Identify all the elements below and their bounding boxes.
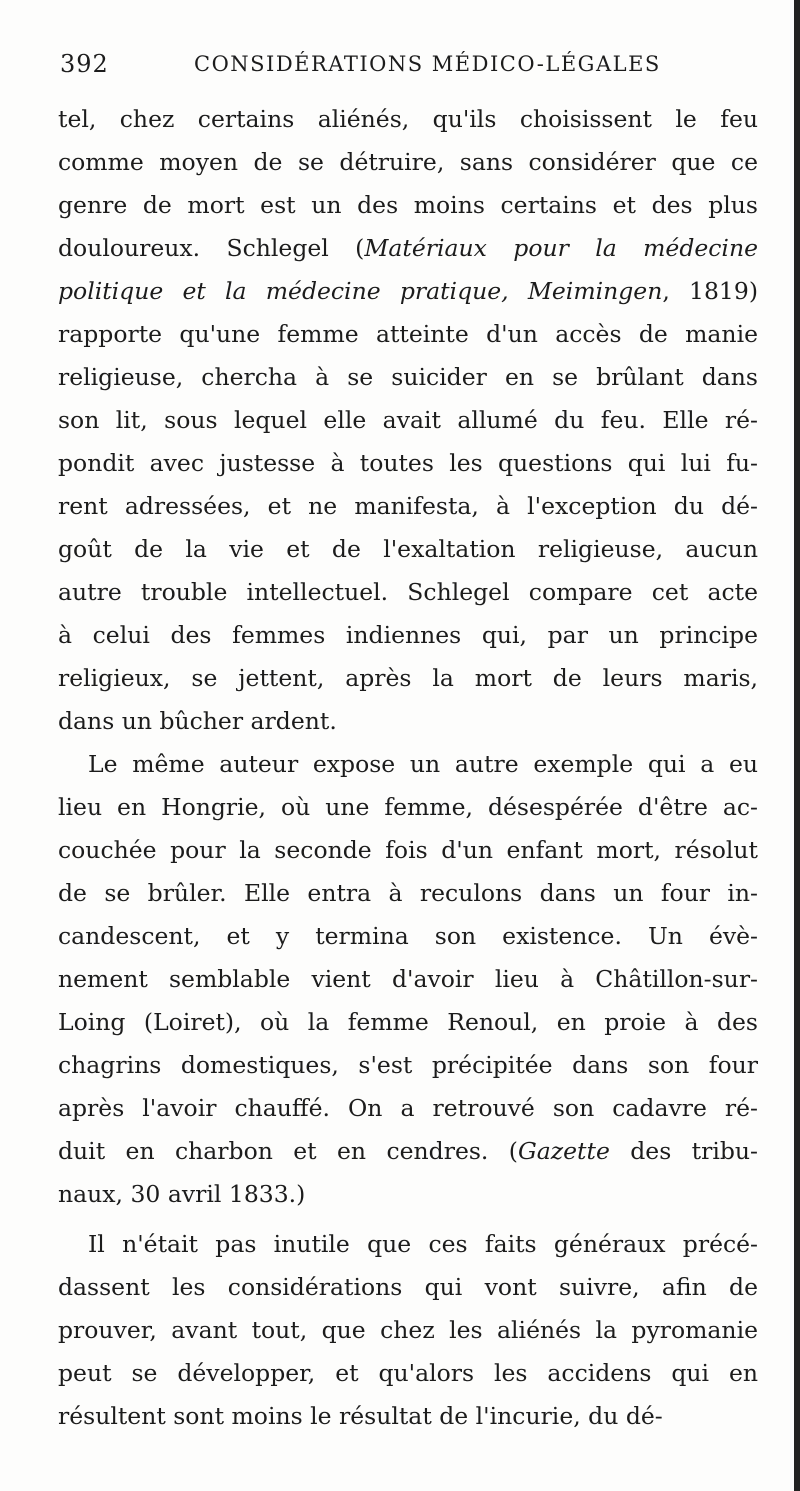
text-run: naux, 30 avril 1833.): [58, 1180, 306, 1208]
text-line: [58, 1130, 758, 1173]
text-run: duit en charbon et en cendres. (: [58, 1137, 518, 1165]
text-line: [58, 743, 758, 786]
text-run: chagrins domestiques, s'est précipitée dans son four: [58, 1051, 758, 1079]
text-run: genre de mort est un des moins certains et des plus: [58, 191, 758, 219]
text-run: de se brûler. Elle entra à reculons dans un four in-: [58, 879, 758, 907]
text-run: religieux, se jettent, après la mort de leurs maris,: [58, 664, 758, 692]
italic-text-run: Matériaux pour la médecine: [364, 234, 758, 262]
text-line: [58, 700, 758, 743]
text-line: [58, 915, 758, 958]
text-run: autre trouble intellectuel. Schlegel compare cet acte: [58, 578, 758, 606]
text-run: religieuse, chercha à se suicider en se brûlant dans: [58, 363, 758, 391]
text-line: [58, 1173, 758, 1216]
text-run: dassent les considérations qui vont suivre, afin de: [58, 1273, 758, 1301]
page-number: 392: [60, 50, 109, 78]
text-line: [58, 872, 758, 915]
text-run: douloureux. Schlegel (: [58, 234, 365, 262]
text-run: des tribu-: [609, 1137, 758, 1165]
text-line: [58, 528, 758, 571]
text-run: dans un bûcher ardent.: [58, 707, 337, 735]
text-run: nement semblable vient d'avoir lieu à Châtillon-sur-: [58, 965, 758, 993]
text-run: rent adressées, et ne manifesta, à l'exception du dé-: [58, 492, 758, 520]
text-line: [58, 958, 758, 1001]
text-line: [58, 313, 758, 356]
text-run: comme moyen de se détruire, sans considérer que ce: [58, 148, 758, 176]
text-line: [58, 786, 758, 829]
text-line: [58, 1223, 758, 1266]
text-line: [58, 227, 758, 270]
text-run: son lit, sous lequel elle avait allumé du feu. Elle ré-: [58, 406, 758, 434]
text-run: lieu en Hongrie, où une femme, désespérée d'être ac-: [58, 793, 758, 821]
text-line: [58, 442, 758, 485]
text-run: prouver, avant tout, que chez les aliénés la pyromanie: [58, 1316, 758, 1344]
text-line: [58, 270, 758, 313]
text-line: [58, 614, 758, 657]
text-run: rapporte qu'une femme atteinte d'un accès de manie: [58, 320, 758, 348]
running-head: CONSIDÉRATIONS MÉDICO-LÉGALES: [194, 52, 661, 76]
italic-text-run: politique et la médecine pratique, Meimingen: [58, 277, 663, 305]
text-line: [58, 1309, 758, 1352]
text-line: [58, 485, 758, 528]
text-run: peut se développer, et qu'alors les accidens qui en: [58, 1359, 758, 1387]
text-run: candescent, et y termina son existence. Un évè-: [58, 922, 758, 950]
text-run: couchée pour la seconde fois d'un enfant mort, résolut: [58, 836, 758, 864]
text-line: [58, 141, 758, 184]
text-run: tel, chez certains aliénés, qu'ils choisissent le feu: [58, 105, 758, 133]
text-line: [58, 829, 758, 872]
text-line: [58, 657, 758, 700]
text-line: [58, 184, 758, 227]
italic-text-run: Gazette: [517, 1137, 610, 1165]
text-line: [58, 1266, 758, 1309]
text-run: résultent sont moins le résultat de l'incurie, du dé-: [58, 1402, 663, 1430]
text-run: , 1819): [662, 277, 758, 305]
text-run: pondit avec justesse à toutes les questions qui lui fu-: [58, 449, 758, 477]
text-run: après l'avoir chauffé. On a retrouvé son cadavre ré-: [58, 1094, 758, 1122]
text-line: [58, 1044, 758, 1087]
text-run: à celui des femmes indiennes qui, par un principe: [58, 621, 758, 649]
text-run: Il n'était pas inutile que ces faits généraux précé-: [88, 1230, 758, 1258]
text-run: Loing (Loiret), où la femme Renoul, en proie à des: [58, 1008, 758, 1036]
text-line: [58, 571, 758, 614]
text-line: [58, 98, 758, 141]
page-header: [60, 50, 760, 84]
text-line: [58, 1001, 758, 1044]
text-line: [58, 1395, 758, 1438]
text-body: [58, 98, 758, 1438]
text-line: [58, 356, 758, 399]
text-run: Le même auteur expose un autre exemple qui a eu: [88, 750, 758, 778]
text-run: goût de la vie et de l'exaltation religieuse, aucun: [58, 535, 758, 563]
text-line: [58, 399, 758, 442]
text-line: [58, 1352, 758, 1395]
text-line: [58, 1087, 758, 1130]
